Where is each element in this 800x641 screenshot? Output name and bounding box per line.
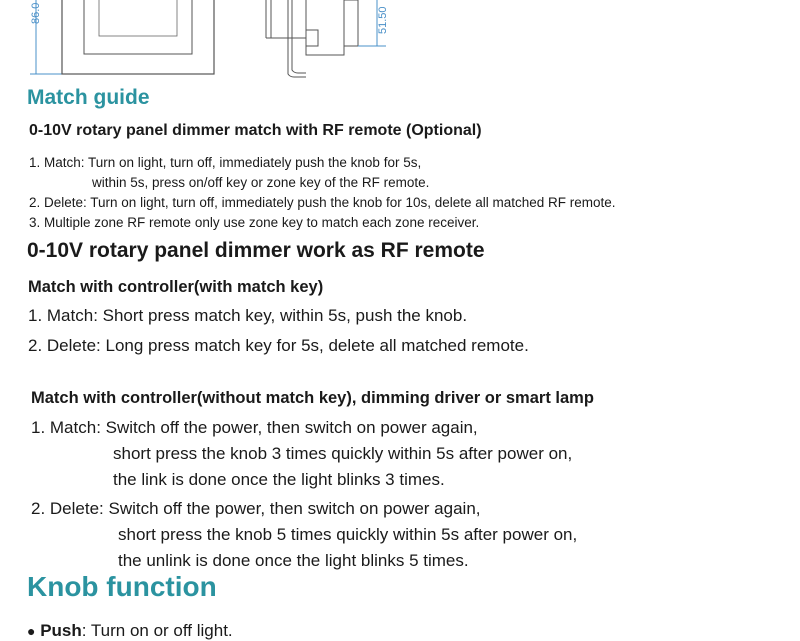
knob-function-term: Push [40,621,82,640]
match-guide-subheading: 0-10V rotary panel dimmer match with RF remote (Optional) [29,122,482,139]
panel-front-outline [62,0,214,74]
match-guide-line: within 5s, press on/off key or zone key of the RF remote. [92,175,430,190]
knob-function-heading: Knob function [27,571,217,602]
match-guide-line: 1. Match: Turn on light, turn off, immediately push the knob for 5s, [29,155,422,170]
without-key-line: 2. Delete: Switch off the power, then switch on power again, [31,499,481,518]
without-key-line: the link is done once the light blinks 3 times. [113,470,445,489]
match-guide-line: 3. Multiple zone RF remote only use zone key to match each zone receiver. [29,215,480,230]
with-key-line: 2. Delete: Long press match key for 5s, delete all matched remote. [28,336,529,355]
dimension-drawing [0,0,800,85]
knob-function-text: : Turn on or off light. [81,621,233,640]
match-guide-line: 2. Delete: Turn on light, turn off, immediately push the knob for 10s, delete all matched RF remote. [29,195,616,210]
knob-function-item [27,621,233,641]
without-key-line: the unlink is done once the light blinks 5 times. [118,551,469,570]
match-guide-heading: Match guide [27,86,150,109]
with-key-heading: Match with controller(with match key) [28,278,324,296]
without-key-line: short press the knob 5 times quickly within 5s after power on, [118,525,578,544]
panel-inner-frame [84,0,192,54]
panel-side-profile [266,0,358,77]
dim-depth-label: 51.50 [377,6,389,34]
panel-knob-area [99,0,177,36]
rf-remote-heading: 0-10V rotary panel dimmer work as RF remote [27,239,485,262]
dim-height-label: 86.0 [30,2,42,24]
bullet-icon: ● [27,623,36,639]
without-key-heading: Match with controller(without match key), dimming driver or smart lamp [31,389,594,407]
with-key-line: 1. Match: Short press match key, within 5s, push the knob. [28,306,468,325]
without-key-line: 1. Match: Switch off the power, then switch on power again, [31,418,478,437]
without-key-line: short press the knob 3 times quickly within 5s after power on, [113,444,573,463]
